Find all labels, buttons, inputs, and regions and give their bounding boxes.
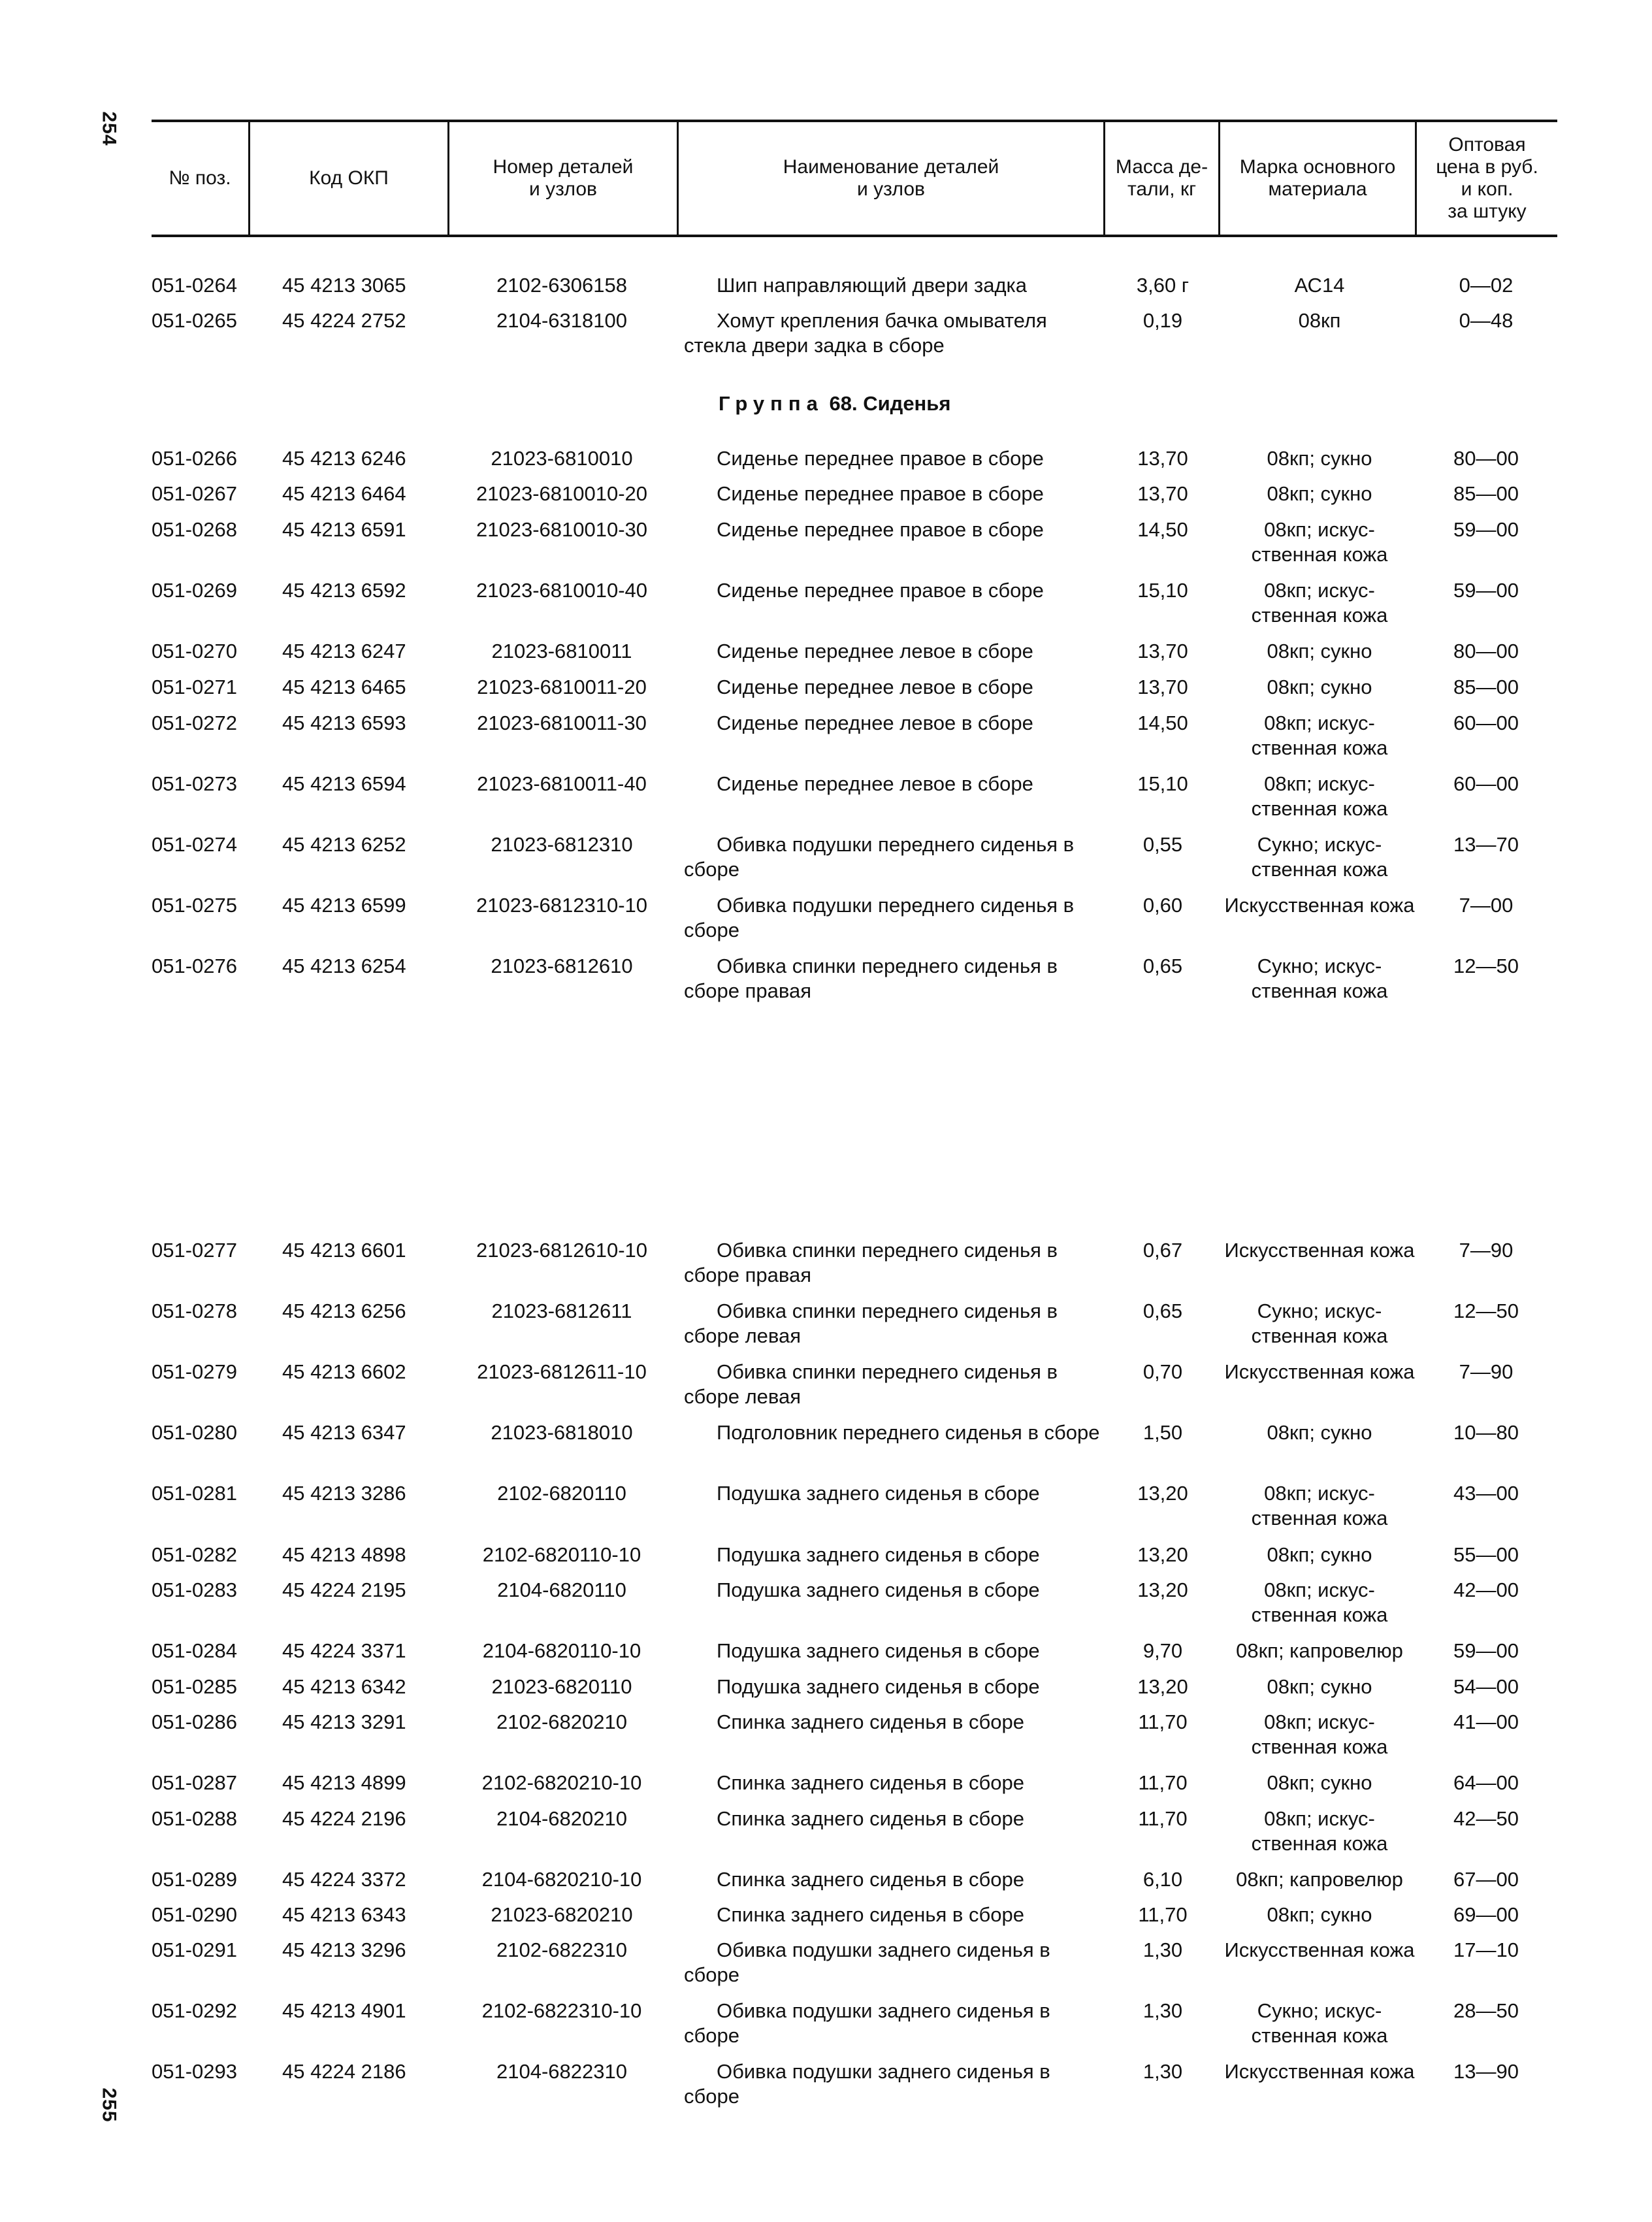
cell-part: 2104-6820110 (497, 1578, 626, 1601)
table-row (0, 1420, 1652, 1479)
cell-name: Спинка заднего сиденья в сборе (717, 1807, 1024, 1830)
cell-okp: 45 4213 6247 (282, 640, 406, 662)
table-row (0, 1578, 1652, 1637)
table-row (0, 893, 1652, 952)
cell-mass: 0,65 (1142, 955, 1183, 977)
cell-mass: 13,20 (1137, 1543, 1188, 1566)
cell-okp: 45 4213 6464 (282, 482, 406, 505)
cell-name: Сиденье переднее левое в сборе (717, 711, 1033, 734)
table-row (0, 1710, 1652, 1769)
group-heading (719, 392, 950, 416)
cell-name: Хомут крепления бачка омывателя стекла двери задка в сборе (684, 309, 1047, 357)
cell-part: 21023-6810011-20 (477, 676, 647, 698)
cell-name: Спинка заднего сиденья в сборе (717, 1771, 1024, 1794)
table-row (0, 578, 1652, 637)
cell-name: Спинка заднего сиденья в сборе (717, 1868, 1024, 1891)
cell-material: АС14 (1294, 274, 1345, 297)
cell-part: 2102-6820110 (497, 1482, 626, 1505)
cell-part: 2104-6820210 (496, 1807, 627, 1830)
cell-okp: 45 4213 6347 (282, 1421, 406, 1444)
cell-mass: 0,67 (1142, 1239, 1183, 1262)
cell-price: 12—50 (1453, 1299, 1519, 1322)
cell-mass: 11,70 (1138, 1807, 1188, 1830)
cell-pos: 051-0276 (152, 955, 238, 977)
table-row (0, 1360, 1652, 1418)
cell-name: Сиденье переднее правое в сборе (717, 447, 1044, 470)
cell-mass: 13,70 (1137, 640, 1188, 662)
cell-okp: 45 4224 3371 (282, 1639, 406, 1662)
cell-part: 2102-6820210-10 (481, 1771, 642, 1794)
cell-part: 2102-6820110-10 (482, 1543, 641, 1566)
cell-okp: 45 4213 6594 (282, 772, 406, 795)
cell-material: Искусственная кожа (1224, 2060, 1415, 2083)
cell-pos: 051-0293 (152, 2060, 238, 2083)
cell-part: 21023-6812610 (491, 955, 633, 977)
cell-name: Сиденье переднее правое в сборе (717, 482, 1044, 505)
cell-pos: 051-0269 (152, 579, 238, 602)
cell-price: 10—80 (1453, 1421, 1519, 1444)
cell-part: 2104-6318100 (496, 309, 627, 332)
cell-okp: 45 4213 6256 (282, 1299, 406, 1322)
cell-part: 21023-6820210 (491, 1903, 633, 1926)
cell-okp: 45 4224 2752 (282, 309, 406, 332)
cell-pos: 051-0282 (152, 1543, 238, 1566)
cell-price: 13—90 (1453, 2060, 1519, 2083)
cell-material: 08кп; сукно (1267, 447, 1372, 470)
table-row (0, 517, 1652, 576)
group-title: 68. Сиденья (829, 392, 951, 415)
cell-name: Сиденье переднее левое в сборе (717, 676, 1033, 698)
cell-price: 59—00 (1453, 1639, 1519, 1662)
cell-okp: 45 4224 2195 (282, 1578, 406, 1601)
cell-okp: 45 4213 3296 (282, 1938, 406, 1961)
cell-price: 28—50 (1453, 1999, 1519, 2022)
cell-material: 08кп; искус-ственная кожа (1251, 579, 1388, 627)
cell-pos: 051-0279 (152, 1360, 238, 1383)
cell-price: 42—50 (1453, 1807, 1519, 1830)
cell-part: 21023-6810010 (491, 447, 633, 470)
table-row (0, 1238, 1652, 1297)
cell-part: 21023-6812610-10 (476, 1239, 648, 1262)
cell-mass: 1,30 (1142, 1999, 1183, 2022)
cell-price: 69—00 (1453, 1903, 1519, 1926)
cell-material: 08кп; сукно (1267, 1421, 1372, 1444)
cell-name: Спинка заднего сиденья в сборе (717, 1903, 1024, 1926)
cell-part: 2102-6822310-10 (481, 1999, 642, 2022)
cell-pos: 051-0290 (152, 1903, 238, 1926)
cell-okp: 45 4213 6599 (282, 894, 406, 917)
table-row (0, 1481, 1652, 1540)
cell-pos: 051-0278 (152, 1299, 238, 1322)
cell-pos: 051-0267 (152, 482, 238, 505)
cell-material: 08кп (1298, 309, 1341, 332)
cell-name: Обивка спинки переднего сиденья в сборе правая (684, 1239, 1058, 1286)
cell-okp: 45 4213 6246 (282, 447, 406, 470)
cell-pos: 051-0266 (152, 447, 238, 470)
cell-mass: 15,10 (1137, 772, 1188, 795)
cell-mass: 0,55 (1142, 833, 1183, 856)
cell-material: 08кп; капровелюр (1236, 1639, 1403, 1662)
cell-material: Сукно; искус-ственная кожа (1251, 1299, 1388, 1347)
cell-name: Обивка спинки переднего сиденья в сборе правая (684, 955, 1058, 1002)
cell-name: Обивка спинки переднего сиденья в сборе левая (684, 1299, 1058, 1347)
cell-material: 08кп; сукно (1267, 1543, 1372, 1566)
cell-part: 21023-6810010-20 (476, 482, 648, 505)
cell-part: 2104-6820110-10 (482, 1639, 641, 1662)
cell-part: 21023-6812611 (491, 1299, 632, 1322)
cell-price: 64—00 (1453, 1771, 1519, 1794)
cell-pos: 051-0272 (152, 711, 238, 734)
cell-mass: 6,10 (1142, 1868, 1183, 1891)
cell-mass: 1,50 (1142, 1421, 1183, 1444)
cell-part: 21023-6820110 (491, 1675, 632, 1698)
cell-okp: 45 4213 6343 (282, 1903, 406, 1926)
cell-okp: 45 4213 6254 (282, 955, 406, 977)
table-row (0, 308, 1652, 367)
cell-okp: 45 4224 2196 (282, 1807, 406, 1830)
cell-price: 0—02 (1459, 274, 1514, 297)
cell-pos: 051-0274 (152, 833, 238, 856)
cell-pos: 051-0273 (152, 772, 238, 795)
cell-pos: 051-0268 (152, 518, 238, 541)
page-number-bottom: 255 (98, 2087, 120, 2123)
cell-pos: 051-0292 (152, 1999, 238, 2022)
header-pos: № поз. (169, 167, 231, 189)
cell-material: Искусственная кожа (1224, 894, 1415, 917)
cell-pos: 051-0283 (152, 1578, 238, 1601)
cell-name: Спинка заднего сиденья в сборе (717, 1710, 1024, 1733)
cell-mass: 13,20 (1137, 1578, 1188, 1601)
cell-price: 0—48 (1459, 309, 1514, 332)
cell-mass: 13,20 (1137, 1482, 1188, 1505)
cell-material: 08кп; искус-ственная кожа (1251, 1482, 1388, 1529)
cell-mass: 15,10 (1137, 579, 1188, 602)
cell-pos: 051-0271 (152, 676, 238, 698)
cell-mass: 1,30 (1142, 1938, 1183, 1961)
cell-material: 08кп; искус-ственная кожа (1251, 518, 1388, 566)
cell-price: 7—90 (1459, 1239, 1514, 1262)
cell-okp: 45 4213 6601 (282, 1239, 406, 1262)
cell-okp: 45 4213 6602 (282, 1360, 406, 1383)
cell-part: 2104-6820210-10 (481, 1868, 642, 1891)
cell-material: 08кп; искус-ственная кожа (1251, 1710, 1388, 1758)
cell-mass: 0,65 (1142, 1299, 1183, 1322)
cell-okp: 45 4213 6593 (282, 711, 406, 734)
cell-mass: 13,70 (1137, 482, 1188, 505)
cell-okp: 45 4213 3065 (282, 274, 406, 297)
cell-name: Сиденье переднее левое в сборе (717, 640, 1033, 662)
table-row (0, 1299, 1652, 1358)
cell-material: 08кп; искус-ственная кожа (1251, 1578, 1388, 1626)
cell-pos: 051-0289 (152, 1868, 238, 1891)
cell-pos: 051-0284 (152, 1639, 238, 1662)
cell-name: Подушка заднего сиденья в сборе (717, 1675, 1040, 1698)
cell-mass: 0,60 (1142, 894, 1183, 917)
cell-price: 12—50 (1453, 955, 1519, 977)
table-row (0, 711, 1652, 770)
cell-mass: 14,50 (1137, 518, 1188, 541)
cell-okp: 45 4224 3372 (282, 1868, 406, 1891)
cell-name: Подушка заднего сиденья в сборе (717, 1482, 1040, 1505)
table-row (0, 832, 1652, 891)
cell-pos: 051-0286 (152, 1710, 238, 1733)
cell-material: 08кп; сукно (1267, 640, 1372, 662)
cell-price: 60—00 (1453, 772, 1519, 795)
table-row (0, 1999, 1652, 2057)
cell-price: 17—10 (1453, 1938, 1519, 1961)
cell-pos: 051-0288 (152, 1807, 238, 1830)
cell-name: Обивка подушки заднего сиденья в сборе (684, 2060, 1050, 2108)
cell-mass: 0,19 (1142, 309, 1183, 332)
cell-part: 21023-6812310-10 (476, 894, 648, 917)
table-row (0, 2059, 1652, 2118)
cell-okp: 45 4213 4901 (282, 1999, 406, 2022)
cell-name: Сиденье переднее правое в сборе (717, 518, 1044, 541)
cell-material: 08кп; капровелюр (1236, 1868, 1403, 1891)
cell-material: 08кп; сукно (1267, 1771, 1372, 1794)
cell-price: 55—00 (1453, 1543, 1519, 1566)
cell-mass: 13,70 (1137, 447, 1188, 470)
cell-material: Сукно; искус-ственная кожа (1251, 833, 1388, 881)
cell-pos: 051-0280 (152, 1421, 238, 1444)
cell-mass: 11,70 (1138, 1710, 1188, 1733)
cell-material: Искусственная кожа (1224, 1938, 1415, 1961)
cell-mass: 0,70 (1142, 1360, 1183, 1383)
cell-price: 13—70 (1453, 833, 1519, 856)
cell-price: 80—00 (1453, 447, 1519, 470)
cell-okp: 45 4213 6342 (282, 1675, 406, 1698)
cell-material: 08кп; искус-ственная кожа (1251, 1807, 1388, 1855)
cell-name: Сиденье переднее правое в сборе (717, 579, 1044, 602)
cell-pos: 051-0285 (152, 1675, 238, 1698)
table-row (0, 1938, 1652, 1997)
cell-okp: 45 4213 3286 (282, 1482, 406, 1505)
cell-name: Шип направляющий двери задка (717, 274, 1028, 297)
cell-part: 21023-6810011-40 (477, 772, 647, 795)
cell-name: Обивка подушки заднего сиденья в сборе (684, 1999, 1050, 2047)
cell-price: 85—00 (1453, 676, 1519, 698)
cell-name: Подушка заднего сиденья в сборе (717, 1543, 1040, 1566)
cell-material: 08кп; искус-ственная кожа (1251, 772, 1388, 820)
cell-name: Обивка спинки переднего сиденья в сборе левая (684, 1360, 1058, 1408)
cell-material: Искусственная кожа (1224, 1360, 1415, 1383)
cell-name: Подушка заднего сиденья в сборе (717, 1578, 1040, 1601)
page-number-top: 254 (98, 111, 120, 146)
cell-okp: 45 4213 4899 (282, 1771, 406, 1794)
cell-material: Сукно; искус-ственная кожа (1251, 955, 1388, 1002)
cell-pos: 051-0275 (152, 894, 238, 917)
cell-price: 41—00 (1453, 1710, 1519, 1733)
cell-price: 80—00 (1453, 640, 1519, 662)
cell-mass: 11,70 (1138, 1771, 1188, 1794)
header-name: Наименование деталей и узлов (783, 156, 999, 200)
cell-price: 67—00 (1453, 1868, 1519, 1891)
cell-price: 42—00 (1453, 1578, 1519, 1601)
cell-mass: 9,70 (1142, 1639, 1183, 1662)
cell-pos: 051-0287 (152, 1771, 238, 1794)
cell-part: 2102-6822310 (496, 1938, 627, 1961)
header-price: Оптовая цена в руб. и коп. за штуку (1436, 134, 1538, 222)
group-label: Группа (719, 392, 824, 415)
cell-okp: 45 4213 6592 (282, 579, 406, 602)
cell-pos: 051-0265 (152, 309, 238, 332)
cell-name: Подголовник переднего сиденья в сборе (717, 1421, 1100, 1444)
cell-price: 43—00 (1453, 1482, 1519, 1505)
cell-okp: 45 4213 6591 (282, 518, 406, 541)
cell-price: 85—00 (1453, 482, 1519, 505)
header-part-number: Номер деталей и узлов (493, 156, 634, 200)
cell-okp: 45 4213 4898 (282, 1543, 406, 1566)
header-mass: Масса де- тали, кг (1115, 156, 1208, 200)
cell-price: 60—00 (1453, 711, 1519, 734)
table-row (0, 1806, 1652, 1865)
cell-mass: 13,70 (1137, 676, 1188, 698)
cell-pos: 051-0291 (152, 1938, 238, 1961)
cell-material: 08кп; искус-ственная кожа (1251, 711, 1388, 759)
header-material: Марка основного материала (1239, 156, 1396, 200)
cell-price: 7—90 (1459, 1360, 1514, 1383)
cell-mass: 11,70 (1138, 1903, 1188, 1926)
cell-pos: 051-0281 (152, 1482, 238, 1505)
cell-price: 54—00 (1453, 1675, 1519, 1698)
cell-part: 2104-6822310 (496, 2060, 627, 2083)
cell-material: 08кп; сукно (1267, 1675, 1372, 1698)
cell-name: Обивка подушки переднего сиденья в сборе (684, 894, 1075, 941)
cell-pos: 051-0277 (152, 1239, 238, 1262)
cell-okp: 45 4224 2186 (282, 2060, 406, 2083)
cell-material: Сукно; искус-ственная кожа (1251, 1999, 1388, 2047)
cell-part: 21023-6818010 (491, 1421, 633, 1444)
cell-part: 21023-6810010-30 (476, 518, 648, 541)
cell-price: 59—00 (1453, 518, 1519, 541)
cell-mass: 14,50 (1137, 711, 1188, 734)
cell-name: Подушка заднего сиденья в сборе (717, 1639, 1040, 1662)
cell-price: 59—00 (1453, 579, 1519, 602)
cell-part: 2102-6306158 (496, 274, 627, 297)
cell-name: Обивка подушки заднего сиденья в сборе (684, 1938, 1050, 1986)
cell-mass: 3,60 г (1136, 274, 1190, 297)
cell-okp: 45 4213 3291 (282, 1710, 406, 1733)
cell-part: 21023-6810011 (491, 640, 632, 662)
table-header (152, 120, 1557, 237)
cell-part: 21023-6810011-30 (477, 711, 647, 734)
cell-name: Сиденье переднее левое в сборе (717, 772, 1033, 795)
cell-material: 08кп; сукно (1267, 1903, 1372, 1926)
cell-price: 7—00 (1459, 894, 1514, 917)
cell-mass: 1,30 (1142, 2060, 1183, 2083)
cell-material: 08кп; сукно (1267, 482, 1372, 505)
cell-name: Обивка подушки переднего сиденья в сборе (684, 833, 1075, 881)
cell-part: 21023-6812611-10 (477, 1360, 647, 1383)
cell-part: 21023-6810010-40 (476, 579, 648, 602)
cell-okp: 45 4213 6465 (282, 676, 406, 698)
cell-mass: 13,20 (1137, 1675, 1188, 1698)
cell-pos: 051-0264 (152, 274, 238, 297)
cell-material: Искусственная кожа (1224, 1239, 1415, 1262)
cell-material: 08кп; сукно (1267, 676, 1372, 698)
cell-okp: 45 4213 6252 (282, 833, 406, 856)
cell-part: 21023-6812310 (491, 833, 633, 856)
cell-part: 2102-6820210 (496, 1710, 627, 1733)
table-row (0, 954, 1652, 1013)
header-okp: Код ОКП (309, 167, 389, 189)
table-row (0, 772, 1652, 830)
cell-pos: 051-0270 (152, 640, 238, 662)
